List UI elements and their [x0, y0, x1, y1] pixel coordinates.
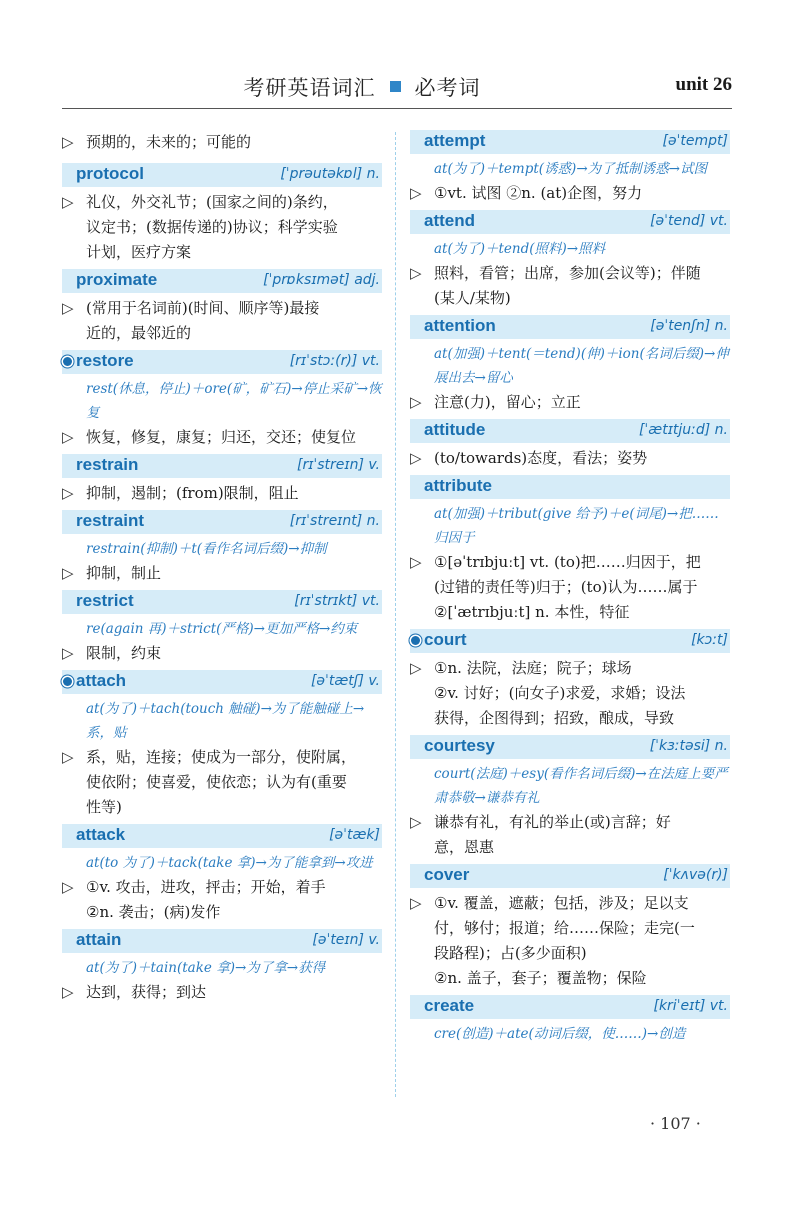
definition-line: ▷ 抑制，制止	[62, 561, 382, 586]
definitions	[410, 261, 730, 311]
definition-line: ▷ 注意(力)，留心；立正	[410, 390, 730, 415]
phonetic: [rɪˈstreɪn] v.	[296, 457, 380, 473]
definitions	[62, 481, 382, 506]
header-title	[62, 72, 662, 102]
entry-attention	[410, 315, 730, 415]
phonetic: [rɪˈstreɪnt] n.	[289, 513, 380, 529]
headword-bar	[62, 510, 382, 534]
phonetic: [ˈprəutəkɒl] n.	[280, 166, 380, 182]
headword-bar	[410, 995, 730, 1019]
phonetic: [əˈtæk]	[329, 827, 380, 843]
entry-attribute	[410, 475, 730, 625]
headword: proximate	[76, 270, 158, 289]
entry-restrict	[62, 590, 382, 666]
headword-bar	[62, 670, 382, 694]
entry-attach	[62, 670, 382, 820]
entry-restore	[62, 350, 382, 450]
phonetic: [ˈprɒksɪmət] adj.	[263, 272, 380, 288]
headword: attach	[76, 671, 127, 690]
headword: attempt	[424, 131, 486, 150]
header-book-title: 考研英语词汇	[243, 76, 376, 100]
column-divider	[395, 132, 396, 1097]
phonetic: [əˈtenʃn] n.	[650, 318, 728, 334]
header-section-title: 必考词	[414, 76, 481, 100]
definition-line: ▷ ①v. 覆盖，遮蔽；包括，涉及；足以支	[410, 891, 730, 916]
phonetic: [rɪˈstɔː(r)] vt.	[289, 353, 380, 369]
definition-line: ②n. 袭击；(病)发作	[86, 903, 221, 921]
headword: court	[424, 630, 467, 649]
definition-line: ▷ (to/towards)态度，看法；姿势	[410, 446, 730, 471]
entry-create	[410, 995, 730, 1046]
headword-bar	[410, 629, 730, 653]
definition-line: ▷ 预期的，未来的；可能的	[62, 130, 382, 155]
definition-line: 付，够付；报道；给……保险；走完(一	[434, 919, 695, 937]
definition-line: ▷ ①v. 攻击，进攻，抨击；开始，着手	[62, 875, 382, 900]
headword-bar	[410, 864, 730, 888]
definitions	[410, 656, 730, 731]
etymology: restrain(抑制)＋t(看作名词后缀)→抑制	[86, 541, 327, 557]
headword: attitude	[424, 420, 486, 439]
definitions	[62, 641, 382, 666]
entry-cover	[410, 864, 730, 991]
square-bullet-icon	[390, 81, 401, 92]
entry-attitude	[410, 419, 730, 471]
definitions	[410, 390, 730, 415]
definition-line: ▷ 恢复，修复，康复；归还，交还；使复位	[62, 425, 382, 450]
header-unit: unit 26	[675, 74, 732, 95]
headword-bar	[62, 163, 382, 187]
entry-proximate	[62, 269, 382, 346]
phonetic: [ˈkɜːtəsi] n.	[649, 738, 728, 754]
entry-restrain	[62, 454, 382, 506]
right-column	[410, 130, 730, 1050]
left-column	[62, 130, 382, 1009]
definitions	[410, 181, 730, 206]
phonetic: [əˈtend] vt.	[650, 213, 728, 229]
headword-bar	[62, 824, 382, 848]
definitions	[62, 190, 382, 265]
definitions	[62, 875, 382, 925]
definition-line: 性等)	[86, 798, 122, 816]
definition-line: 意，恩惠	[434, 838, 495, 856]
definition-line: 使依附；使喜爱，使依恋；认为有(重要	[86, 773, 347, 791]
headword: restrict	[76, 591, 134, 610]
phonetic: [əˈtempt]	[662, 133, 728, 149]
definition-line: ▷ 系，贴，连接；使成为一部分，使附属，	[62, 745, 382, 770]
definition-line: ▷ ①vt. 试图 ②n. (at)企图，努力	[410, 181, 730, 206]
definition-line: 近的，最邻近的	[86, 324, 192, 342]
definitions	[410, 810, 730, 860]
definition-line: ▷ 达到，获得；到达	[62, 980, 382, 1005]
entry-attend	[410, 210, 730, 311]
definition-line: ②v. 讨好；(向女子)求爱，求婚；设法	[434, 684, 686, 702]
definition-line: ▷ ①[əˈtrɪbjuːt] vt. (to)把……归因于，把	[410, 550, 730, 575]
headword: attend	[424, 211, 475, 230]
definition-line: 计划，医疗方案	[86, 243, 192, 261]
definitions	[410, 550, 730, 625]
definition-line: 获得，企图得到；招致，酿成，导致	[434, 709, 675, 727]
headword: attack	[76, 825, 126, 844]
phonetic: [ˈætɪtjuːd] n.	[638, 422, 728, 438]
entry-attempt	[410, 130, 730, 206]
etymology: at(为了)＋tend(照料)→照料	[434, 241, 606, 257]
definition-line: (某人/某物)	[434, 289, 511, 307]
definition-line: ②[ˈætrɪbjuːt] n. 本性，特征	[434, 603, 630, 621]
phonetic: [kriˈeɪt] vt.	[653, 998, 728, 1014]
etymology: re(again 再)＋strict(严格)→更加严格→约束	[86, 621, 358, 637]
headword-bar	[62, 590, 382, 614]
headword: create	[424, 996, 475, 1015]
phonetic: [əˈteɪn] v.	[312, 932, 380, 948]
entry-courtesy	[410, 735, 730, 860]
definition-line: ▷ (常用于名词前)(时间、顺序等)最接	[62, 296, 382, 321]
headword: protocol	[76, 164, 144, 183]
headword-bar	[410, 130, 730, 154]
etymology: at(加强)＋tent(＝tend)(伸)＋ion(名词后缀)→伸展出去→留心	[434, 346, 729, 386]
entry-court	[410, 629, 730, 731]
entry-restraint	[62, 510, 382, 586]
headword-bar	[62, 454, 382, 478]
phonetic: [rɪˈstrɪkt] vt.	[294, 593, 380, 609]
definition-line: ▷ 谦恭有礼，有礼的举止(或)言辞；好	[410, 810, 730, 835]
etymology: at(为了)＋tach(touch 触碰)→为了能触碰上→系，贴	[86, 701, 365, 741]
headword-bar	[410, 735, 730, 759]
definitions	[62, 980, 382, 1005]
etymology: court(法庭)＋esy(看作名词后缀)→在法庭上要严肃恭敬→谦恭有礼	[434, 766, 728, 806]
etymology: at(为了)＋tempt(诱惑)→为了抵制诱惑→试图	[434, 161, 707, 177]
etymology: at(为了)＋tain(take 拿)→为了拿→获得	[86, 960, 326, 976]
definitions	[410, 891, 730, 991]
definitions	[62, 745, 382, 820]
headword-bar	[62, 929, 382, 953]
headword: restrain	[76, 455, 139, 474]
headword-bar	[410, 210, 730, 234]
definition-line: ▷ 限制，约束	[62, 641, 382, 666]
definitions	[62, 561, 382, 586]
entry-continued	[62, 130, 382, 155]
page-header	[62, 62, 732, 109]
etymology: at(to 为了)＋tack(take 拿)→为了能拿到→攻进	[86, 855, 373, 871]
definition-line: ▷ ①n. 法院，法庭；院子；球场	[410, 656, 730, 681]
entry-protocol	[62, 163, 382, 265]
page-number: · 107 ·	[650, 1114, 701, 1133]
headword: restraint	[76, 511, 145, 530]
entry-attain	[62, 929, 382, 1005]
definition-line: ▷ 抑制，遏制；(from)限制，阻止	[62, 481, 382, 506]
etymology: at(加强)＋tribut(give 给予)＋e(词尾)→把……归因于	[434, 506, 719, 546]
etymology: rest(休息，停止)＋ore(矿，矿石)→停止采矿→恢复	[86, 381, 382, 421]
definition-line: ②n. 盖子，套子；覆盖物；保险	[434, 969, 647, 987]
headword: attribute	[424, 476, 492, 495]
headword: courtesy	[424, 736, 495, 755]
etymology: cre(创造)＋ate(动词后缀，使……)→创造	[434, 1026, 686, 1042]
headword: attention	[424, 316, 496, 335]
headword-bar	[410, 475, 730, 499]
definition-line: ▷ 礼仪，外交礼节；(国家之间的)条约，	[62, 190, 382, 215]
entry-attack	[62, 824, 382, 925]
phonetic: [əˈtætʃ] v.	[310, 673, 380, 689]
definition-line: 段路程)；占(多少面积)	[434, 944, 587, 962]
definition-line: (过错的责任等)归于；(to)认为……属于	[434, 578, 698, 596]
definitions	[62, 425, 382, 450]
phonetic: [ˈkʌvə(r)]	[663, 867, 728, 883]
definitions	[62, 130, 382, 155]
definitions	[410, 446, 730, 471]
headword-bar	[410, 315, 730, 339]
definition-line: ▷ 照料，看管；出席，参加(会议等)；伴随	[410, 261, 730, 286]
headword-bar	[62, 269, 382, 293]
headword: restore	[76, 351, 134, 370]
headword-bar	[410, 419, 730, 443]
headword: cover	[424, 865, 470, 884]
definitions	[62, 296, 382, 346]
headword: attain	[76, 930, 122, 949]
headword-bar	[62, 350, 382, 374]
phonetic: [kɔːt]	[691, 632, 728, 648]
definition-line: 议定书；(数据传递的)协议；科学实验	[86, 218, 338, 236]
